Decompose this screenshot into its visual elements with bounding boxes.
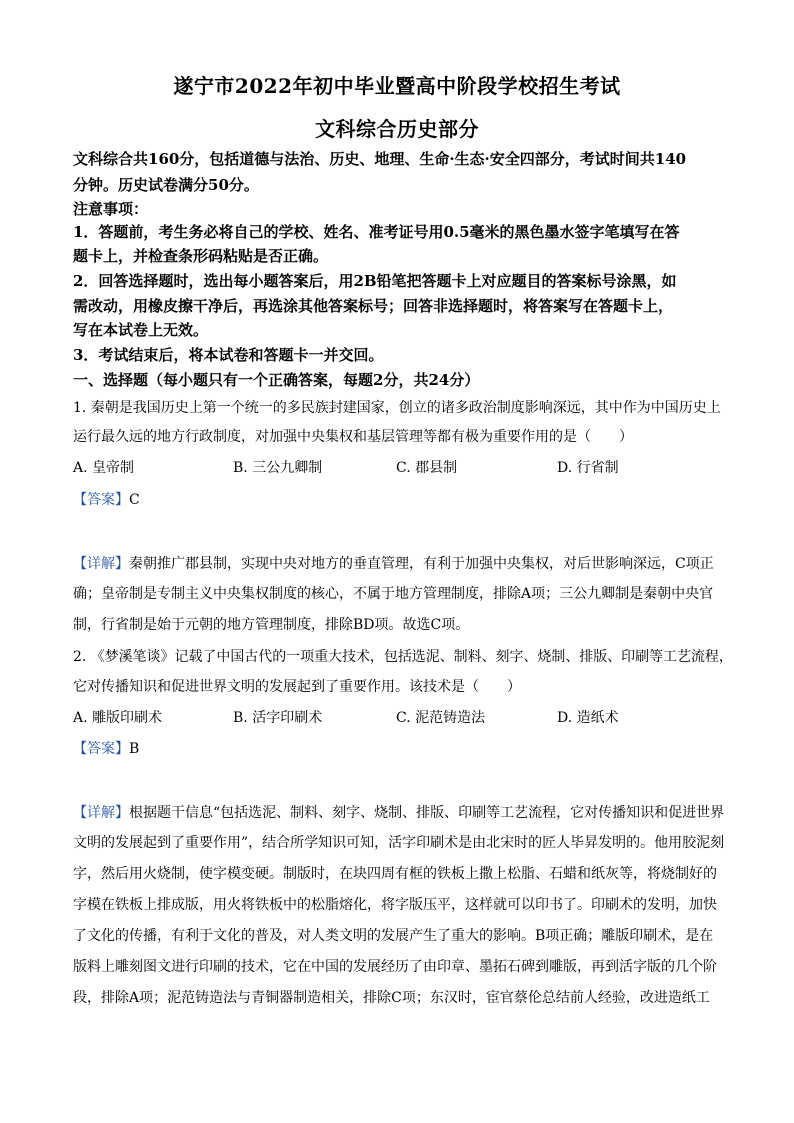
q1-detail-text-1: 秦朝推广郡县制，实现中央对地方的垂直管理，有利于加强中央集权，对后世影响深远，C项正 bbox=[129, 556, 714, 572]
q1-option-a: A. 皇帝制 bbox=[73, 460, 135, 476]
q1-detail-line-3: 制，行省制是始于元朝的地方管理制度，排除BD项。故选C项。 bbox=[73, 617, 470, 633]
q1-option-d: D. 行省制 bbox=[557, 460, 619, 476]
exam-subtitle: 文科综合历史部分 bbox=[315, 117, 479, 141]
q1-option-b: B. 三公九卿制 bbox=[233, 460, 323, 476]
q2-answer-tag: 【答案】 bbox=[73, 741, 129, 757]
notice-item-2-line-3: 写在本试卷上无效。 bbox=[73, 321, 209, 339]
q2-answer bbox=[73, 737, 733, 761]
q2-detail-line-6: 版料上雕刻图文进行印刷的技术，它在中国的发展经历了由印章、墨拓石碑到雕版，再到活字版的几个阶 bbox=[73, 959, 717, 975]
q1-stem-line-2: 运行最久远的地方行政制度，对加强中央集权和基层管理等都有极为重要作用的是（ ） bbox=[73, 429, 633, 445]
q1-detail-line-2: 确；皇帝制是专制主义中央集权制度的核心，不属于地方管理制度，排除A项；三公九卿制是秦朝中央官 bbox=[73, 586, 714, 602]
section-heading: 一、选择题（每小题只有一个正确答案，每题2分，共24分） bbox=[73, 371, 480, 389]
q1-answer-tag: 【答案】 bbox=[73, 492, 129, 508]
q2-detail-line-7: 段，排除A项；泥范铸造法与青铜器制造相关，排除C项；东汉时，宦官蔡伦总结前人经验，改进造纸工 bbox=[73, 990, 710, 1006]
q2-detail-line-4: 字模在铁板上排成版，用火将铁板中的松脂熔化，将字版压平，这样就可以印书了。印刷术的发明，加快 bbox=[73, 897, 717, 913]
q2-option-d: D. 造纸术 bbox=[557, 710, 619, 726]
notice-item-1-line-2: 题卡上，并检查条形码粘贴是否正确。 bbox=[73, 247, 329, 265]
q2-stem-line-2: 它对传播知识和促进世界文明的发展起到了重要作用。该技术是（ ） bbox=[73, 679, 521, 695]
q2-detail-line-2: 文明的发展起到了重要作用”，结合所学知识可知，活字印刷术是由北宋时的匠人毕昇发明的。他用胶泥刻 bbox=[73, 835, 725, 851]
notice-item-3-line-1: 3．考试结束后，将本试卷和答题卡一并交回。 bbox=[73, 346, 384, 364]
q2-detail-line-3: 字，然后用火烧制，使字模变硬。制版时，在块四周有框的铁板上撒上松脂、石蜡和纸灰等，将烧制好的 bbox=[73, 866, 717, 882]
intro-line-2: 分钟。历史试卷满分50分。 bbox=[73, 176, 259, 194]
q1-stem-line-1: 1. 秦朝是我国历史上第一个统一的多民族封建国家，创立的诸多政治制度影响深远，其中作为中国历史上 bbox=[73, 400, 721, 416]
q2-detail-text-1: 根据题干信息“包括选泥、制料、刻字、烧制、排版、印刷等工艺流程，它对传播知识和促进世界 bbox=[129, 805, 725, 821]
q1-answer bbox=[73, 488, 733, 512]
notice-heading: 注意事项： bbox=[73, 200, 149, 218]
q2-option-a: A. 雕版印刷术 bbox=[73, 710, 163, 726]
notice-item-1-line-1: 1．答题前，考生务必将自己的学校、姓名、准考证号用0.5毫米的黑色墨水签字笔填写在答 bbox=[73, 223, 680, 241]
q2-stem-line-1: 2. 《梦溪笔谈》记载了中国古代的一项重大技术，包括选泥、制料、刻字、烧制、排版、印刷等工艺流程， bbox=[73, 649, 733, 665]
q2-answer-value: B bbox=[129, 741, 140, 757]
q2-detail-line-5: 了文化的传播，有利于文化的普及，对人类文明的发展产生了重大的影响。B项正确；雕版印刷术，是在 bbox=[73, 928, 714, 944]
notice-item-2-line-1: 2．回答选择题时，选出每小题答案后，用2B铅笔把答题卡上对应题目的答案标号涂黑，如 bbox=[73, 272, 677, 290]
q2-option-c: C. 泥范铸造法 bbox=[396, 710, 486, 726]
q2-detail-tag: 【详解】 bbox=[73, 805, 129, 821]
q2-detail-line-1 bbox=[73, 801, 733, 825]
q1-answer-value: C bbox=[129, 492, 140, 508]
notice-item-2-line-2: 需改动，用橡皮擦干净后，再选涂其他答案标号；回答非选择题时，将答案写在答题卡上， bbox=[73, 297, 674, 315]
q1-detail-tag: 【详解】 bbox=[73, 556, 129, 572]
q1-option-c: C. 郡县制 bbox=[396, 460, 458, 476]
exam-title: 遂宁市2022年初中毕业暨高中阶段学校招生考试 bbox=[173, 74, 621, 98]
q1-detail-line-1 bbox=[73, 552, 733, 576]
intro-line-1: 文科综合共160分，包括道德与法治、历史、地理、生命·生态·安全四部分，考试时间共140 bbox=[73, 150, 687, 168]
q2-option-b: B. 活字印刷术 bbox=[233, 710, 323, 726]
